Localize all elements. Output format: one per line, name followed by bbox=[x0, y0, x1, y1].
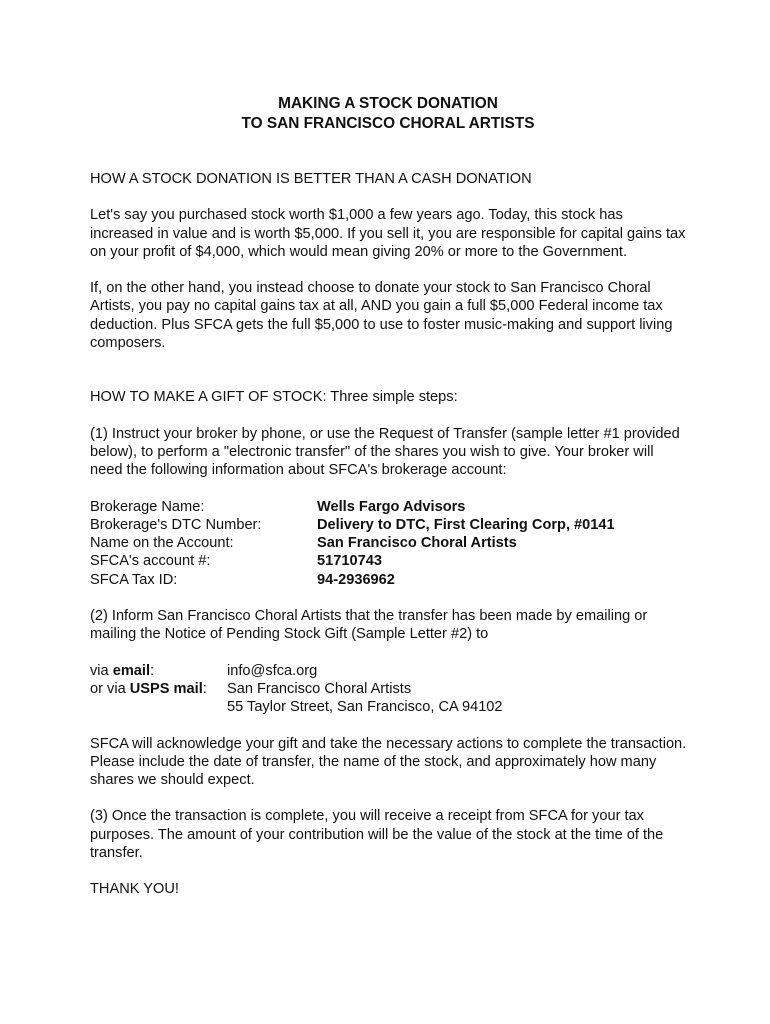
benefits-paragraph-2: If, on the other hand, you instead choose to donate your stock to San Francisco Choral Artists, you pay no capital gains tax at all, AND you gain a full $5,000 Federal income tax deduction. Plus SFCA gets the full $5,000 to use to foster music-making and support living composers. bbox=[90, 280, 673, 352]
brokerage-name-label: Brokerage Name: bbox=[90, 498, 205, 515]
benefits-paragraph-1: Let's say you purchased stock worth $1,000 a few years ago. Today, this stock has increased in value and is worth $5,000. If you sell it, you are responsible for capital gains tax on your profit of $4,000, which would mean giving 20% or more to the Government. bbox=[90, 207, 686, 260]
account-number-label: SFCA's account #: bbox=[90, 553, 211, 570]
step-3-paragraph: (3) Once the transaction is complete, you will receive a receipt from SFCA for your tax purposes. The amount of your contribution will be the value of the stock at the time of the transfer. bbox=[90, 808, 664, 862]
closing-text: THANK YOU! bbox=[90, 881, 179, 898]
acknowledge-paragraph: SFCA will acknowledge your gift and take the necessary actions to complete the transaction. Please include the date of transfer, the name of the stock, and approximately how many shares we should expect. bbox=[90, 735, 687, 789]
mail-label: or via USPS mail: bbox=[90, 680, 207, 697]
section-heading-benefits: HOW A STOCK DONATION IS BETTER THAN A CASH DONATION bbox=[90, 171, 532, 187]
section-heading-steps: HOW TO MAKE A GIFT OF STOCK: Three simple steps: bbox=[90, 389, 458, 406]
step-1-paragraph: (1) Instruct your broker by phone, or use the Request of Transfer (sample letter #1 provided below), to perform a "electronic transfer" of the shares you wish to give. Your broker will need the following information about SFCA's brokerage account: bbox=[90, 425, 680, 479]
account-name-value: San Francisco Choral Artists bbox=[317, 535, 517, 552]
mail-recipient: San Francisco Choral Artists bbox=[227, 680, 412, 697]
title-line-2: TO SAN FRANCISCO CHORAL ARTISTS bbox=[241, 115, 535, 132]
document-title bbox=[86, 94, 690, 134]
account-number-value: 51710743 bbox=[317, 553, 382, 570]
brokerage-dtc-value: Delivery to DTC, First Clearing Corp, #0141 bbox=[317, 516, 615, 533]
mail-address: 55 Taylor Street, San Francisco, CA 94102 bbox=[227, 699, 503, 716]
title-line-1: MAKING A STOCK DONATION bbox=[278, 95, 498, 112]
email-label: via email: bbox=[90, 662, 155, 679]
email-address: info@sfca.org bbox=[227, 662, 318, 679]
tax-id-label: SFCA Tax ID: bbox=[90, 571, 178, 588]
document-page bbox=[90, 94, 690, 899]
tax-id-value: 94-2936962 bbox=[317, 571, 395, 588]
brokerage-dtc-label: Brokerage's DTC Number: bbox=[90, 516, 262, 533]
brokerage-info bbox=[90, 498, 690, 589]
step-2-paragraph: (2) Inform San Francisco Choral Artists that the transfer has been made by emailing or mailing the Notice of Pending Stock Gift (Sample Letter #2) to bbox=[90, 608, 648, 643]
account-name-label: Name on the Account: bbox=[90, 535, 234, 552]
contact-info bbox=[90, 662, 690, 717]
brokerage-name-value: Wells Fargo Advisors bbox=[317, 498, 466, 515]
